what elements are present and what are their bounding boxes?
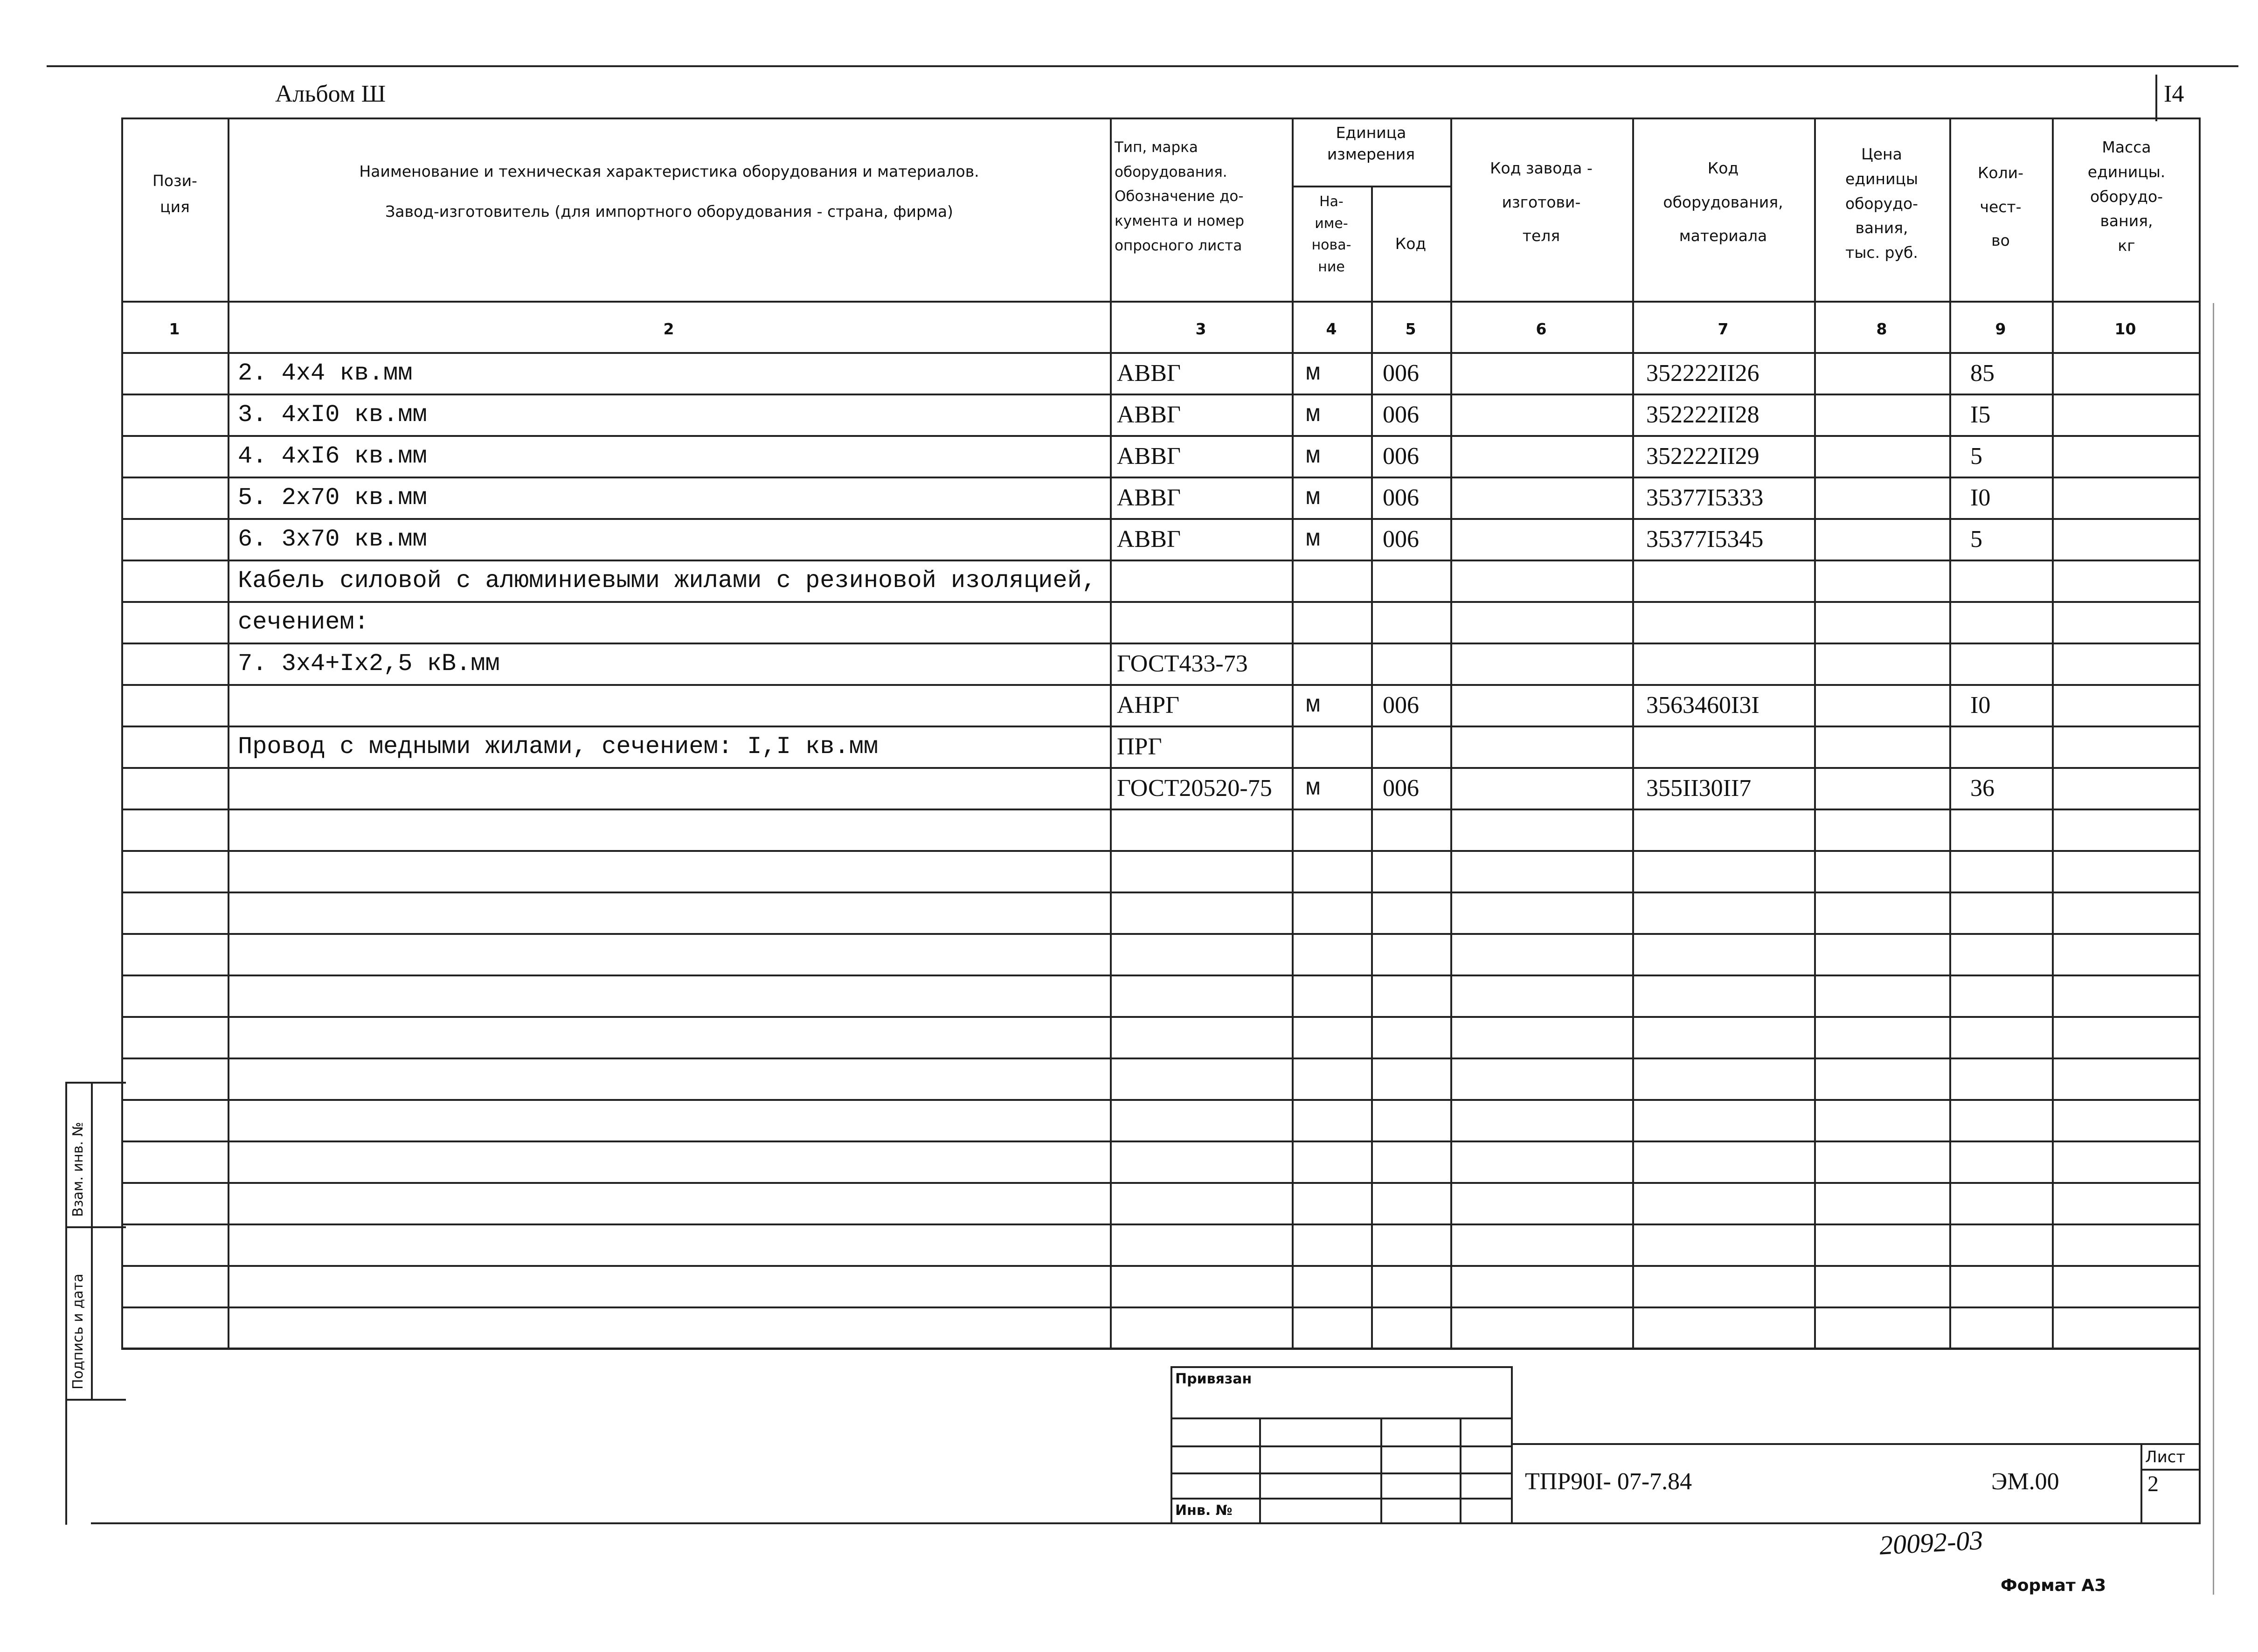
header-unit-name: На- име- нова- ние (1311, 194, 1351, 275)
column-number: 9 (1995, 320, 2006, 338)
item-type: АВВГ (1117, 401, 1181, 428)
inv-label: Инв. № (1175, 1502, 1233, 1519)
equipment-code: 35377I5333 (1646, 484, 1764, 511)
item-name: 4. 4хI6 кв.мм (238, 442, 427, 470)
item-type: ГОСТ20520-75 (1117, 775, 1272, 802)
item-type: АНРГ (1117, 692, 1180, 719)
unit-code: 006 (1383, 443, 1419, 470)
unit-code: 006 (1383, 484, 1419, 511)
item-name: 6. 3х70 кв.мм (238, 525, 427, 553)
item-name: 3. 4хI0 кв.мм (238, 401, 427, 429)
quantity: I5 (1970, 401, 1991, 428)
unit-code: 006 (1383, 526, 1419, 553)
unit-name: м (1306, 401, 1321, 429)
item-name: сечением: (238, 608, 369, 636)
equipment-code: 3563460I3I (1646, 692, 1759, 719)
quantity: I0 (1970, 692, 1991, 719)
unit-name: м (1306, 774, 1321, 802)
header-unit: Единица измерения (1327, 124, 1415, 164)
quantity: 85 (1970, 360, 1995, 387)
sheet-number: I4 (2164, 81, 2184, 107)
header-position: Пози- ция (152, 172, 197, 216)
document-code: ТПР90I- 07-7.84 (1525, 1468, 1692, 1495)
unit-code: 006 (1383, 692, 1419, 719)
unit-name: м (1306, 442, 1321, 470)
column-number: 1 (169, 320, 180, 338)
document-mark: ЭМ.00 (1991, 1468, 2059, 1495)
unit-code: 006 (1383, 401, 1419, 428)
top-rule (47, 65, 2238, 67)
unit-name: м (1306, 484, 1321, 511)
quantity: I0 (1970, 484, 1991, 511)
item-type: АВВГ (1117, 484, 1181, 511)
column-number: 8 (1876, 320, 1887, 338)
header-unit-code: Код (1395, 235, 1427, 253)
unit-name: м (1306, 359, 1321, 387)
header-price: Цена единицы оборудо- вания, тыс. руб. (1845, 145, 1919, 262)
header-equipment-code: Код оборудования, материала (1663, 159, 1783, 245)
header-quantity: Коли- чест- во (1977, 164, 2024, 250)
equipment-code: 355II30II7 (1646, 775, 1752, 802)
item-name: 5. 2х70 кв.мм (238, 484, 427, 511)
item-type: АВВГ (1117, 360, 1181, 387)
privyazan-label: Привязан (1175, 1371, 1252, 1387)
sheet-no-divider (2155, 75, 2157, 121)
item-name: 7. 3х4+Iх2,5 кВ.мм (238, 650, 500, 677)
column-number: 6 (1536, 320, 1547, 338)
list-number: 2 (2147, 1472, 2159, 1496)
header-name: Наименование и техническая характеристика оборудования и материалов. Завод-изготовитель (для импортного оборудования - страна, фирма) (359, 162, 979, 221)
side-label-vzam: Взам. инв. № (70, 1122, 86, 1217)
album-label: Альбом Ш (275, 81, 386, 107)
column-number: 4 (1326, 320, 1337, 338)
unit-name: м (1306, 691, 1321, 719)
column-number: 7 (1718, 320, 1729, 338)
equipment-code: 352222II28 (1646, 401, 1759, 428)
unit-name: м (1306, 525, 1321, 553)
side-label-podpis: Подпись и дата (70, 1273, 86, 1389)
item-name: Кабель силовой с алюминиевыми жилами с резиновой изоляцией, (238, 567, 1097, 594)
quantity: 36 (1970, 775, 1995, 802)
column-number: 5 (1405, 320, 1416, 338)
item-type: АВВГ (1117, 443, 1181, 470)
format-label: Формат А3 (2001, 1576, 2106, 1595)
item-type: АВВГ (1117, 526, 1181, 553)
item-type: ГОСТ433-73 (1117, 650, 1248, 677)
column-number: 2 (663, 320, 674, 338)
header-type: Тип, марка оборудования. Обозначение до- кумента и номер опросного листа (1115, 139, 1245, 254)
unit-code: 006 (1383, 360, 1419, 387)
equipment-code: 352222II26 (1646, 360, 1759, 387)
equipment-code: 352222II29 (1646, 443, 1759, 470)
handwritten-number: 20092-03 (1878, 1525, 1984, 1561)
list-label: Лист (2145, 1448, 2186, 1466)
quantity: 5 (1970, 526, 1982, 553)
header-mass: Масса единицы. оборудо- вания, кг (2087, 138, 2166, 255)
column-number: 10 (2114, 320, 2136, 338)
column-number: 3 (1195, 320, 1206, 338)
item-type: ПРГ (1117, 733, 1162, 760)
equipment-code: 35377I5345 (1646, 526, 1764, 553)
quantity: 5 (1970, 443, 1982, 470)
item-name: 2. 4х4 кв.мм (238, 359, 413, 387)
item-name: Провод с медными жилами, сечением: I,I кв.мм (238, 733, 879, 760)
unit-code: 006 (1383, 775, 1419, 802)
header-plant-code: Код завода - изготови- теля (1490, 159, 1593, 245)
